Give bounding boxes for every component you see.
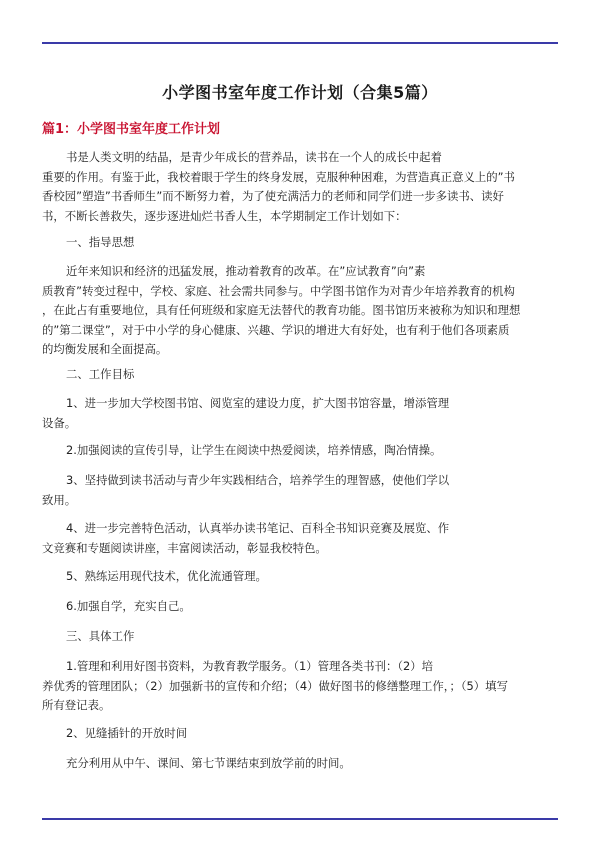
paragraph-line: 所有登记表。: [42, 698, 111, 712]
paragraph-line: 2.加强阅读的宣传引导，让学生在阅读中热爱阅读，培养情感，陶冶情操。: [66, 443, 442, 457]
top-rule: [42, 42, 558, 44]
work-item-1: [42, 657, 562, 716]
goal-5: [42, 567, 562, 587]
intro-line: 书是人类文明的结晶，是青少年成长的营养品，读书在一个人的成长中起着: [66, 150, 442, 164]
paragraph-line: 近年来知识和经济的迅猛发展，推动着教育的改革。在”应试教育”向”素: [66, 264, 426, 278]
intro-line: 书，不断长善救失，逐步逐进灿烂书香人生，本学期制定工作计划如下：: [42, 208, 407, 223]
paragraph-line: 5、熟练运用现代技术，优化流通管理。: [66, 569, 267, 583]
paragraph-line: 的均衡发展和全面提高。: [42, 342, 168, 356]
paragraph-line: 4、进一步完善特色活动，认真举办读书笔记、百科全书知识竞赛及展览、作: [66, 521, 450, 535]
goal-3: [42, 471, 562, 510]
paragraph-line: 致用。: [42, 492, 77, 507]
intro-paragraph: [42, 148, 562, 226]
goal-6: [42, 597, 562, 617]
paragraph-line: 6.加强自学，充实自己。: [66, 599, 191, 613]
goal-2: [42, 441, 562, 461]
section-heading-guiding-thought: 一、指导思想: [66, 235, 135, 249]
paragraph-line: ，在此占有重要地位，具有任何班级和家庭无法替代的教育功能。图书馆历来被称为知识和理想: [42, 303, 521, 317]
section-heading-specific-work: 三、具体工作: [66, 629, 135, 643]
chapter-subtitle: 篇1：小学图书室年度工作计划: [42, 122, 221, 137]
paragraph-line: 设备。: [42, 415, 77, 430]
work-item-2-heading: 2、见缝插针的开放时间: [66, 726, 188, 740]
document-title: 小学图书室年度工作计划（合集5篇）: [162, 83, 438, 102]
work-item-2-body: [42, 754, 562, 774]
intro-line: 重要的作用。有鉴于此，我校着眼于学生的终身发展，克服种种困难，为营造真正意义上的”书: [42, 169, 515, 184]
goal-4: [42, 519, 562, 558]
paragraph-line: 1、进一步加大学校图书馆、阅览室的建设力度，扩大图书馆容量，增添管理: [66, 396, 450, 410]
paragraph-line: 养优秀的管理团队；（2）加强新书的宣传和介绍；（4）做好图书的修缮整理工作，；（5）填写: [42, 678, 508, 693]
intro-line: 香校园”塑造”书香师生”而不断努力着，为了使充满活力的老师和同学们进一步多读书、读好: [42, 189, 504, 203]
bottom-rule: [42, 818, 558, 820]
paragraph-line: 文竞赛和专题阅读讲座，丰富阅读活动，彰显我校特色。: [42, 540, 327, 555]
guiding-thought-paragraph: [42, 262, 562, 360]
goal-1: [42, 394, 562, 433]
paragraph-line: 的”第二课堂”，对于中小学的身心健康、兴趣、学识的增进大有好处，也有利于他们各项素质: [42, 322, 510, 337]
paragraph-line: 1.管理和利用好图书资料，为教育教学服务。（1）管理各类书刊：（2）培: [66, 659, 434, 673]
paragraph-line: 充分利用从中午、课间、第七节课结束到放学前的时间。: [66, 756, 351, 770]
paragraph-line: 3、坚持做到读书活动与青少年实践相结合，培养学生的理智感，使他们学以: [66, 473, 450, 487]
paragraph-line: 质教育”转变过程中，学校、家庭、社会需共同参与。中学图书馆作为对青少年培养教育的机构: [42, 283, 515, 298]
section-heading-work-goals: 二、工作目标: [66, 367, 135, 381]
